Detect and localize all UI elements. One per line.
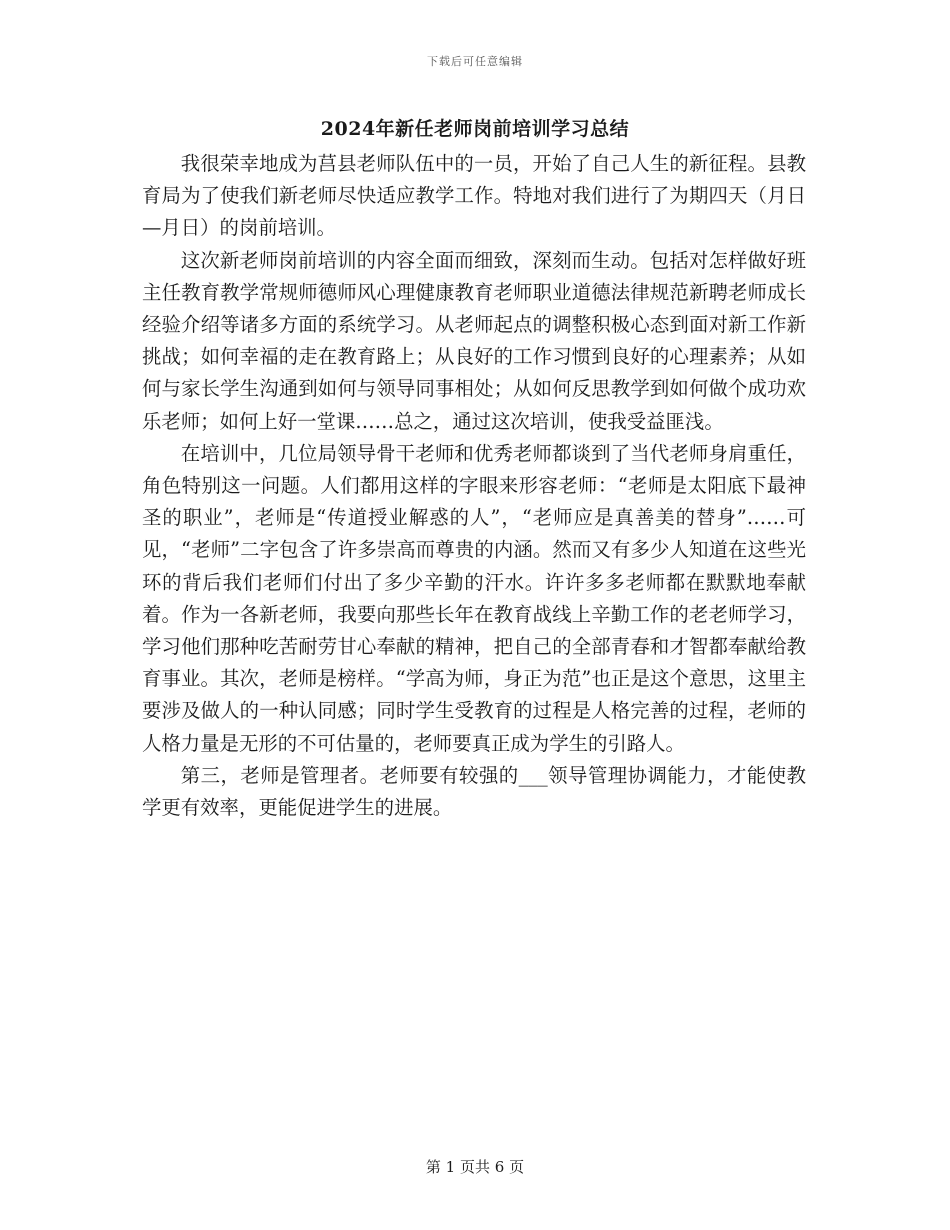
paragraph-1: 我很荣幸地成为莒县老师队伍中的一员，开始了自己人生的新征程。县教育局为了使我们新老师尽快适应教学工作。特地对我们进行了为期四天（月日—月日）的岗前培训。	[142, 152, 806, 240]
paragraph-2: 这次新老师岗前培训的内容全面而细致，深刻而生动。包括对怎样做好班主任教育教学常规师德师风心理健康教育老师职业道德法律规范新聘老师成长经验介绍等诸多方面的系统学习。从老师起点的调整积极心态到面对新工作新挑战；如何幸福的走在教育路上；从良好的工作习惯到良好的心理素养；从如何与家长学生沟通到如何与领导同事相处；从如何反思教学到如何做个成功欢乐老师；如何上好一堂课……总之，通过这次培训，使我受益匪浅。	[142, 248, 806, 433]
page-number-footer: 第 1 页共 6 页	[425, 1158, 525, 1176]
paragraph-3: 在培训中，几位局领导骨干老师和优秀老师都谈到了当代老师身肩重任，角色特别这一问题。人们都用这样的字眼来形容老师：“老师是太阳底下最神圣的职业”，老师是“传道授业解惑的人”，“老师应是真善美的替身”……可见，“老师”二字包含了许多崇高而尊贵的内涵。然而又有多少人知道在这些光环的背后我们老师们付出了多少辛勤的汗水。许许多多老师都在默默地奉献着。作为一各新老师，我要向那些长年在教育战线上辛勤工作的老老师学习，学习他们那种吃苦耐劳甘心奉献的精神，把自己的全部青春和才智都奉献给教育事业。其次，老师是榜样。“学高为师，身正为范”也正是这个意思，这里主要涉及做人的一种认同感；同时学生受教育的过程是人格完善的过程，老师的人格力量是无形的不可估量的，老师要真正成为学生的引路人。	[142, 441, 806, 755]
document-body	[142, 148, 806, 824]
paragraph-4: 第三，老师是管理者。老师要有较强的___领导管理协调能力，才能使教学更有效率，更能促进学生的进展。	[142, 763, 806, 820]
page-header: 下载后可任意编辑	[427, 55, 523, 68]
document-title: 2024年新任老师岗前培训学习总结	[320, 118, 630, 140]
